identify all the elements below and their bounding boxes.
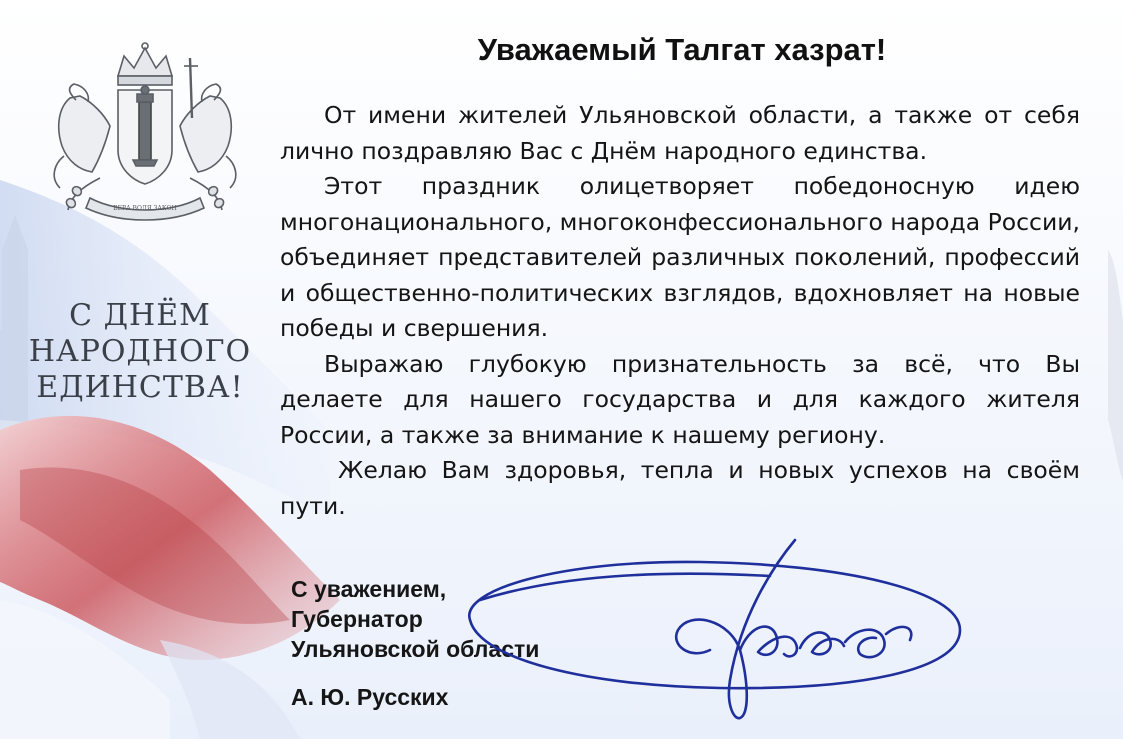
letter-paragraph-1: От имени жителей Ульяновской области, а также от себя лично поздравляю Вас с Днём народного единства. bbox=[280, 101, 1080, 165]
letter-paragraph-4: Желаю Вам здоровья, тепла и новых успехов на своём пути. bbox=[280, 456, 1080, 520]
closing-position: Губернатор bbox=[291, 606, 423, 632]
emblem-motto: ВЕРА ВОЛЯ ЗАКОН bbox=[113, 205, 177, 212]
closing-region: Ульяновской области bbox=[291, 636, 540, 662]
letter-body bbox=[280, 98, 1080, 524]
ulyanovsk-coat-of-arms-icon bbox=[40, 38, 250, 223]
signatory-name: А. Ю. Русских bbox=[291, 684, 449, 710]
holiday-title-line-1: С ДНЁМ bbox=[69, 298, 211, 333]
letter-paragraph-3: Выражаю глубокую признательность за всё, что Вы делаете для нашего государства и для каждого жителя России, а также за внимание к нашему региону. bbox=[280, 349, 1080, 449]
holiday-title-line-2: НАРОДНОГО bbox=[28, 334, 252, 369]
closing-regards: С уважением, bbox=[291, 576, 447, 602]
handwritten-signature-icon bbox=[440, 530, 980, 730]
letter-paragraph-2: Этот праздник олицетворяет победоносную идею многонационального, многоконфессионального народа России, объединяет представителей различных поколений, профессий и общественно-политических взглядов, вдохновляет на новые победы и свершения. bbox=[280, 172, 1080, 342]
holiday-title-line-3: ЕДИНСТВА! bbox=[36, 370, 244, 405]
letter-greeting: Уважаемый Талгат хазрат! bbox=[477, 32, 887, 67]
holiday-title bbox=[22, 298, 258, 406]
